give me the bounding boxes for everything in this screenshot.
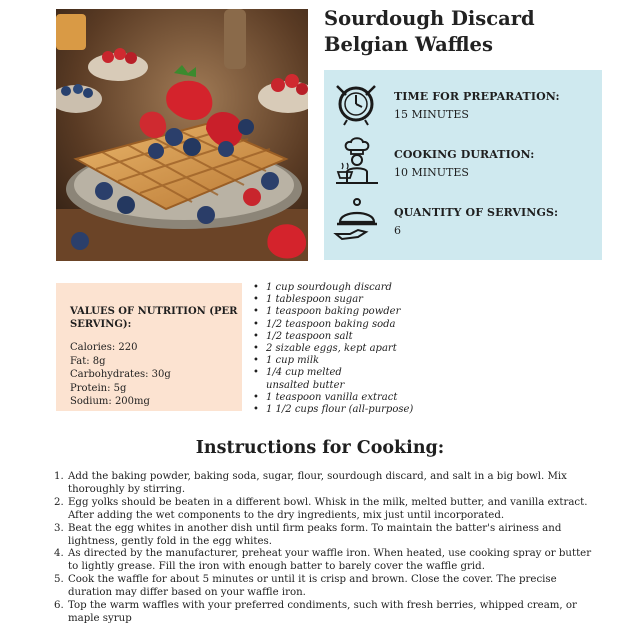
ingredient-item: • 1/4 cup melted unsalted butter [252, 367, 386, 391]
instruction-step [40, 548, 600, 574]
instruction-step [40, 600, 600, 626]
nutrition-title: VALUES OF NUTRITION (PER SERVING): [70, 306, 238, 330]
step-number: 5. [54, 574, 64, 586]
ingredient-item: • 1 cup sourdough discard [252, 282, 452, 294]
ingredient-item: • 1/2 teaspoon salt [252, 331, 452, 343]
instruction-step [40, 574, 600, 600]
nutrition-item-fat: Fat: 8g [70, 355, 106, 367]
step-text: As directed by the manufacturer, preheat your waffle iron. When heated, use cooking spray or butter to lightly grease. Fill the iron with enough batter to barely cover the waffle grid. [68, 548, 592, 573]
prep-time-label: TIME FOR PREPARATION: [394, 90, 560, 103]
cloche-icon [332, 194, 382, 244]
step-number: 1. [54, 471, 64, 482]
step-text: Cook the waffle for about 5 minutes or until it is crisp and brown. Close the cover. The precise duration may differ based on your waffle iron. [68, 574, 557, 599]
recipe-title [324, 6, 624, 58]
servings-value: 6 [394, 224, 401, 237]
step-text: Egg yolks should be beaten in a different bowl. Whisk in the milk, melted butter, and vanilla extract. After adding the wet components to the dry ingredients, mix just until incorporated. [68, 496, 588, 521]
step-number: 4. [54, 548, 64, 560]
step-text: Beat the egg whites in another dish until firm peaks form. To maintain the batter's airiness and lightness, gently fold in the egg whites. [68, 522, 562, 547]
instruction-step [40, 497, 600, 523]
recipe-title-line2: Belgian Waffles [324, 33, 493, 56]
waffle-photo [56, 9, 308, 261]
cook-time-value: 10 MINUTES [394, 166, 469, 179]
servings-label: QUANTITY OF SERVINGS: [394, 206, 559, 219]
step-number: 3. [54, 522, 64, 534]
ingredient-item: • 1 1/2 cups flour (all-purpose) [252, 404, 452, 416]
instruction-step [40, 523, 600, 549]
nutrition-item-carbohydrates: Carbohydrates: 30g [70, 369, 171, 380]
ingredients-list [252, 282, 452, 416]
prep-time-value: 15 MINUTES [394, 108, 469, 121]
instructions-list [40, 471, 600, 626]
nutrition-list [70, 341, 171, 409]
ingredient-item: • 1 teaspoon baking powder [252, 306, 452, 318]
instruction-step [40, 471, 600, 497]
ingredient-item: • 2 sizable eggs, kept apart [252, 343, 452, 355]
step-number: 6. [54, 600, 64, 612]
recipe-title-line1: Sourdough Discard [324, 7, 535, 30]
ingredient-item: • 1 cup milk [252, 355, 452, 367]
ingredient-item: • 1 teaspoon vanilla extract [252, 392, 452, 404]
servings-row [324, 194, 602, 250]
step-number: 2. [54, 496, 64, 508]
step-text: Add the baking powder, baking soda, sugar, flour, sourdough discard, and salt in a big bowl. Mix thoroughly by stirring. [68, 471, 567, 495]
nutrition-item-calories: Calories: 220 [70, 342, 138, 353]
nutrition-item-protein: Protein: 5g [70, 382, 127, 394]
cook-time-label: COOKING DURATION: [394, 148, 535, 161]
chef-icon [332, 136, 382, 186]
clock-utensils-icon [332, 78, 382, 128]
nutrition-box [56, 283, 242, 411]
ingredient-item: • 1 tablespoon sugar [252, 294, 452, 306]
prep-time-row [324, 78, 602, 134]
step-text: Top the warm waffles with your preferred condiments, such with fresh berries, whipped cream, or maple syrup [68, 600, 577, 624]
cook-time-row [324, 136, 602, 192]
instructions-heading: Instructions for Cooking: [195, 438, 445, 458]
nutrition-item-sodium: Sodium: 200mg [70, 396, 150, 407]
recipe-info-box [324, 70, 602, 260]
ingredient-item: • 1/2 teaspoon baking soda [252, 319, 452, 331]
